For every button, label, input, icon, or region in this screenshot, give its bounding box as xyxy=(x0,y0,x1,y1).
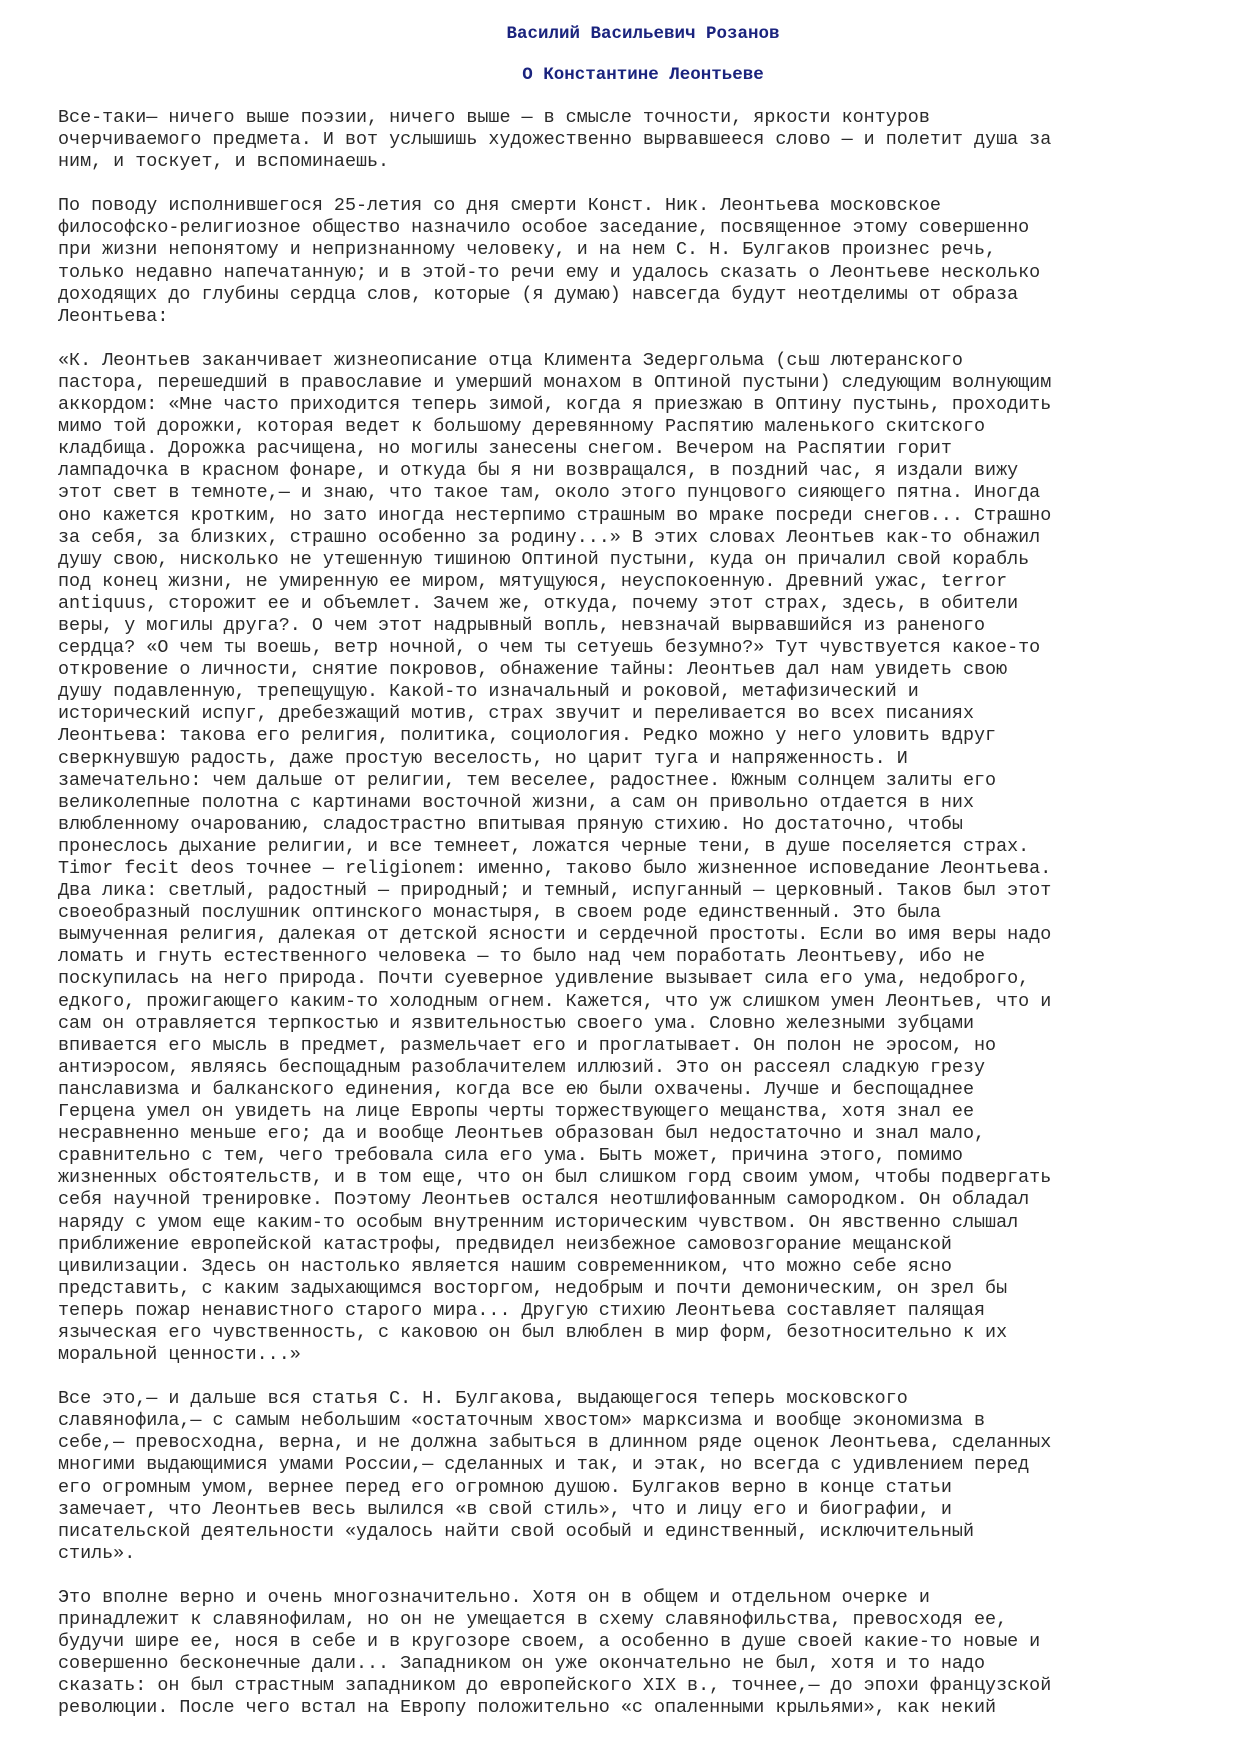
paragraph: Это вполне верно и очень многозначительно. Хотя он в общем и отдельном очерке и принадлежит к славянофилам, но он не умещается в схему славянофильства, превосходя ее, будучи шире ее, нося в себе и в кругозоре своем, а особенно в душе своей какие-то новые и совершенно бесконечные дали... Западником он уже окончательно не был, хотя и то надо сказать: он был страстным западником до европейского XIX в., точнее,— до эпохи французской революции. После чего встал на Европу положительно «с опаленными крыльями», как некий xyxy=(58,1586,1052,1719)
paragraph: Все это,— и дальше вся статья С. Н. Булгакова, выдающегося теперь московского славянофила,— с самым небольшим «остаточным хвостом» марксизма и вообще экономизма в себе,— превосходна, верна, и не должна забыться в длинном ряде оценок Леонтьева, сделанных многими выдающимися умами России,— сделанных и так, и этак, но всегда с удивлением перед его огромным умом, вернее перед его огромною душою. Булгаков верно в конце статьи замечает, что Леонтьев весь вылился «в свой стиль», что и лицу его и биографии, и писательской деятельности «удалось найти свой особый и единственный, исключительный стиль». xyxy=(58,1388,1052,1564)
document-page xyxy=(58,22,1198,1741)
document-title: О Константине Леонтьеве xyxy=(522,65,764,85)
document-body xyxy=(58,107,1198,1719)
paragraph: По поводу исполнившегося 25-летия со дня смерти Конст. Ник. Леонтьева московское философско-религиозное общество назначило особое заседание, посвященное этому совершенно при жизни непонятому и непризнанному человеку, и на нем С. Н. Булгаков произнес речь, только недавно напечатанную; и в этой-то речи ему и удалось сказать о Леонтьеве несколько доходящих до глубины сердца слов, которые (я думаю) навсегда будут неотделимы от образа Леонтьева: xyxy=(58,195,1041,327)
author-name: Василий Васильевич Розанов xyxy=(506,24,780,44)
paragraph: «К. Леонтьев заканчивает жизнеописание отца Климента Зедергольма (сьш лютеранского пастора, перешедший в православие и умерший монахом в Оптиной пустыни) следующим волнующим аккордом: «Мне часто приходится теперь зимой, когда я приезжаю в Оптину пустынь, проходить мимо той дорожки, которая ведет к большому деревянному Распятию маленького скитского кладбища. Дорожка расчищена, но могилы занесены снегом. Вечером на Распятии горит лампадочка в красном фонаре, и откуда бы я ни возвращался, в поздний час, я издали вижу этот свет в темноте,— и знаю, что такое там, около этого пунцового сияющего пятна. Иногда оно кажется кротким, но зато иногда нестерпимо страшным во мраке посреди снегов... Страшно за себя, за близких, страшно особенно за родину...» В этих словах Леонтьев как-то обнажил душу свою, нисколько не утешенную тишиною Оптиной пустыни, куда он причалил свой корабль под конец жизни, не умиренную ее миром, мятущуюся, неуспокоенную. Древний ужас, terror antiquus, сторожит ее и объемлет. Зачем же, откуда, почему этот страх, здесь, в обители веры, у могилы друга?. О чем этот надрывный вопль, невзначай вырвавшийся из раненого сердца? «О чем ты воешь, ветр ночной, о чем ты сетуешь безумно?» Тут чувствуется какое-то откровение о личности, снятие покровов, обнажение тайны: Леонтьев дал нам увидеть свою душу подавленную, трепещущую. Какой-то изначальный и роковой, метафизический и исторический испуг, дребезжащий мотив, страх звучит и переливается во всех писаниях Леонтьева: такова его религия, политика, социология. Редко можно у него уловить вдруг сверкнувшую радость, даже простую веселость, но царит туга и напряженность. И замечательно: чем дальше от религии, тем веселее, радостнее. Южным солнцем залиты его великолепные полотна с картинами восточной жизни, а сам он привольно отдается в них влюбленному очарованию, сладострастно впитывая пряную стихию. Но достаточно, чтобы пронеслось дыхание религии, и все темнеет, ложатся черные тени, в душе поселяется страх. Timor fecit deos точнее — religionem: именно, таково было жизненное исповедание Леонтьева. Два лика: светлый, радостный — природный; и темный, испуганный — церковный. Таков был этот своеобразный послушник оптинского монастыря, в своем роде единственный. Это была вымученная религия, далекая от детской ясности и сердечной простоты. Если во имя веры надо ломать и гнуть естественного человека — то было над чем поработать Леонтьеву, ибо не поскупилась на него природа. Почти суеверное удивление вызывает сила его ума, недоброго, едкого, прожигающего каким-то холодным огнем. Кажется, что уж слишком умен Леонтьев, что и сам он отравляется терпкостью и язвительностью своего ума. Словно железными зубцами впивается его мысль в предмет, размельчает его и проглатывает. Он полон не эросом, но антиэросом, являясь беспощадным разоблачителем иллюзий. Это он рассеял сладкую грезу панславизма и балканского единения, когда все ею были охвачены. Лучше и беспощаднее Герцена умел он увидеть на лице Европы черты торжествующего мещанства, хотя знал ее несравненно меньше его; да и вообще Леонтьев образован был недостаточно и знал мало, сравнительно с тем, чего требовала сила его ума. Быть может, причина этого, помимо жизненных обстоятельств, и в том еще, что он был слишком горд своим умом, чтобы подвергать себя научной тренировке. Поэтому Леонтьев остался неотшлифованным самородком. Он обладал наряду с умом еще каким-то особым внутренним историческим чувством. Он явственно слышал приближение европейской катастрофы, предвидел неизбежное самовозгорание мещанской цивилизации. Здесь он настолько является нашим современником, что можно себе ясно представить, с каким задыхающимся восторгом, недобрым и почти демоническим, он зрел бы теперь пожар ненавистного старого мира... Другую стихию Леонтьева составляет палящая языческая его чувственность, с каковою он был влюблен в мир форм, безотносительно к их моральной ценности...» xyxy=(58,349,1052,1366)
paragraph: Все-таки— ничего выше поэзии, ничего выше — в смысле точности, яркости контуров очерчиваемого предмета. И вот услышишь художественно вырвавшееся слово — и полетит душа за ним, и тоскует, и вспоминаешь. xyxy=(58,107,1052,173)
